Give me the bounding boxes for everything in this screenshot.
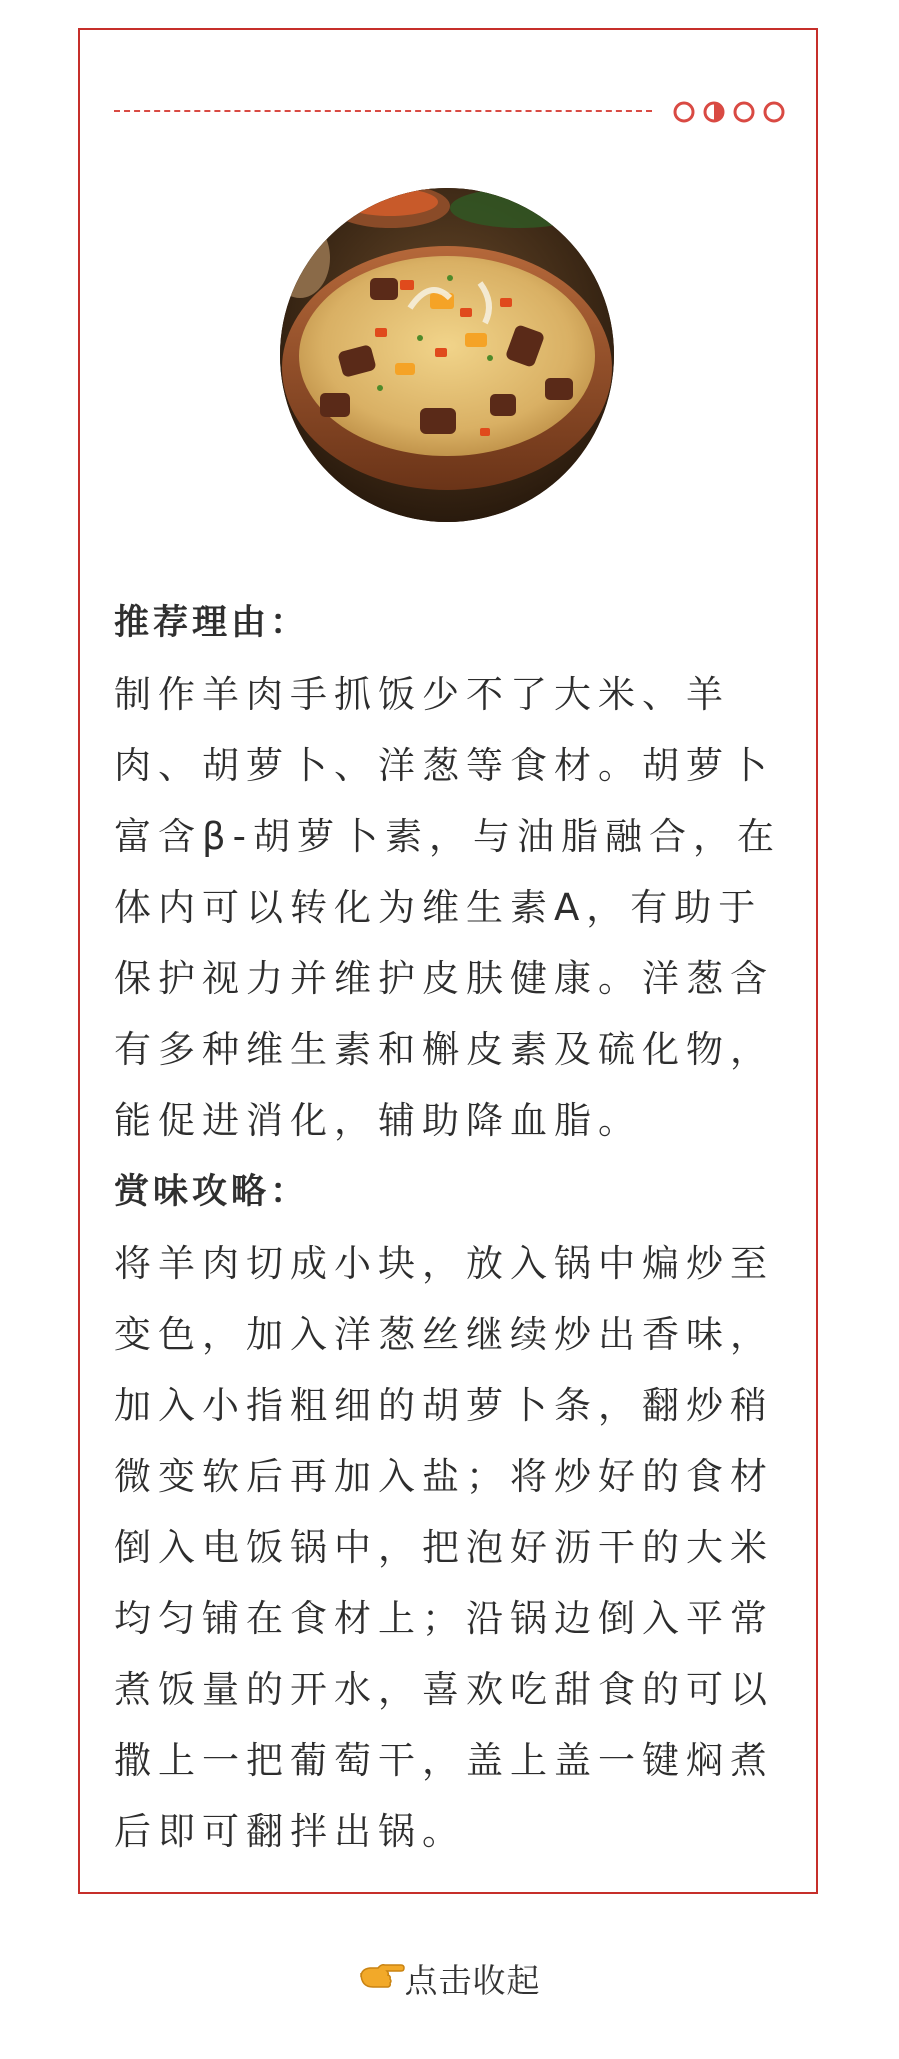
paragraph-line: 加入小指粗细的胡萝卜条，翻炒稍 [114, 1384, 774, 1427]
paragraph-line: 煮饭量的开水，喜欢吃甜食的可以 [114, 1668, 774, 1711]
section-heading: 推荐理由： [114, 603, 310, 643]
paragraph-line: 微变软后再加入盐；将炒好的食材 [114, 1455, 774, 1498]
paragraph-line: 制作羊肉手抓饭少不了大米、羊 [114, 673, 730, 716]
paragraph-line: 有多种维生素和槲皮素及硫化物， [114, 1028, 774, 1071]
pointing-hand-icon [359, 1963, 405, 1993]
paragraph-line: 体内可以转化为维生素A，有助于 [114, 886, 763, 929]
section-heading: 赏味攻略： [114, 1172, 310, 1212]
paragraph-line: 均匀铺在食材上；沿锅边倒入平常 [114, 1597, 774, 1640]
paragraph-line: 将羊肉切成小块，放入锅中煸炒至 [114, 1242, 774, 1285]
section-tasting-guide [114, 1156, 786, 1867]
article-body [114, 587, 786, 1867]
half-filled-dot [705, 103, 723, 121]
ring-dot-3 [735, 103, 753, 121]
section-reason [114, 587, 786, 1156]
ring-dot-1 [675, 103, 693, 121]
paragraph-line: 肉、胡萝卜、洋葱等食材。胡萝卜 [114, 744, 774, 787]
paragraph-line: 富含β-胡萝卜素，与油脂融合，在 [114, 815, 781, 858]
paragraph-line: 变色，加入洋葱丝继续炒出香味， [114, 1313, 774, 1356]
paragraph-line: 能促进消化，辅助降血脂。 [114, 1099, 642, 1142]
paragraph-line: 倒入电饭锅中，把泡好沥干的大米 [114, 1526, 774, 1569]
article-card [78, 28, 818, 1894]
ring-dot-4 [765, 103, 783, 121]
dashed-divider [114, 110, 652, 112]
decorative-dots [672, 98, 792, 126]
pilaf-bowl-image [280, 188, 614, 522]
paragraph-line: 后即可翻拌出锅。 [114, 1810, 466, 1853]
collapse-button[interactable] [0, 1950, 899, 2006]
collapse-label: 点击收起 [404, 1960, 541, 2000]
paragraph-line: 保护视力并维护皮肤健康。洋葱含 [114, 957, 774, 1000]
paragraph-line: 撒上一把葡萄干，盖上盖一键焖煮 [114, 1739, 774, 1782]
